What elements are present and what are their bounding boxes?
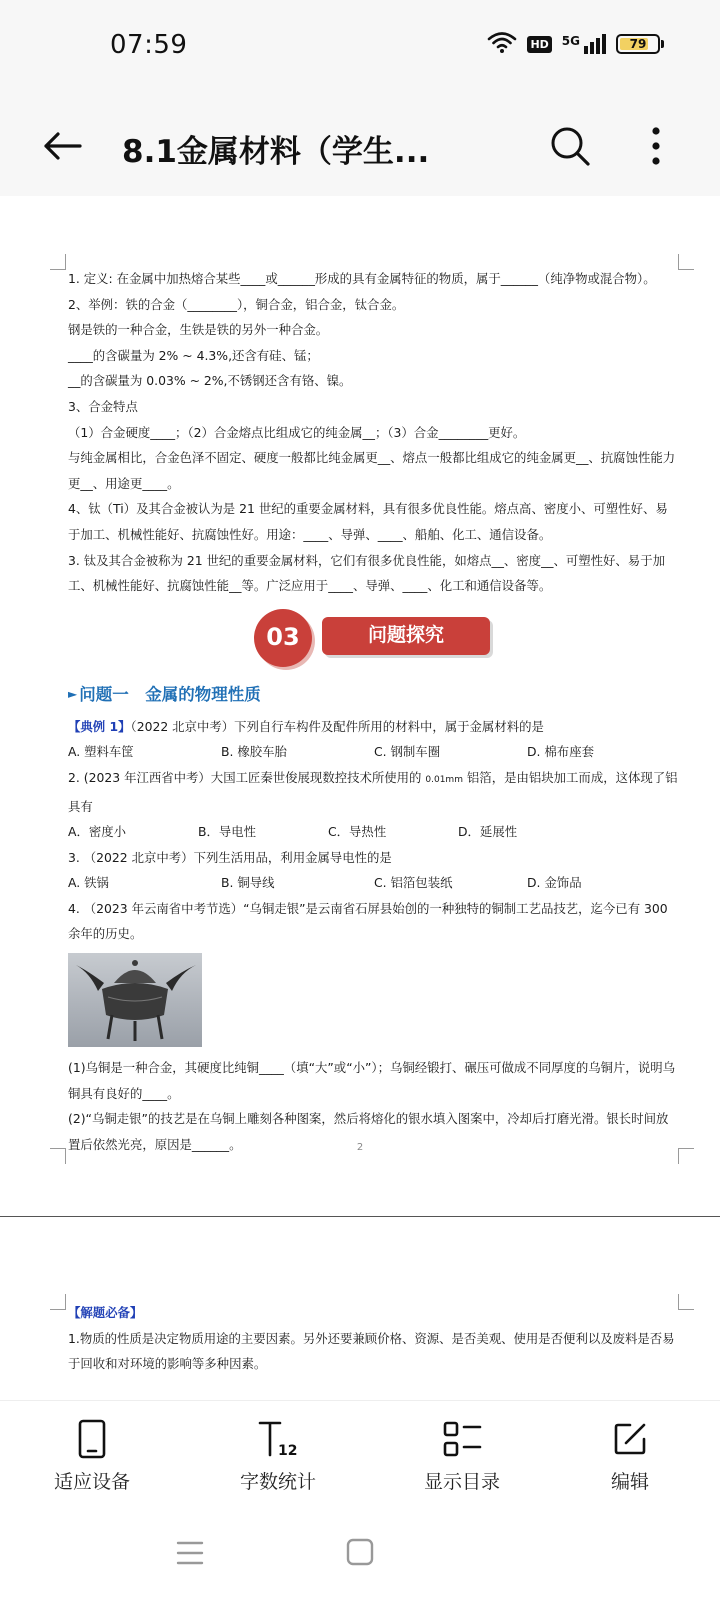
text-line: 钢是铁的一种合金，生铁是铁的另外一种合金。 bbox=[68, 322, 329, 338]
menu-nav-button[interactable] bbox=[176, 1540, 204, 1570]
option-b: B. 橡胶车胎 bbox=[221, 744, 287, 760]
page-divider bbox=[0, 1216, 720, 1217]
example-1 bbox=[68, 714, 680, 740]
option-d: D. 棉布座套 bbox=[527, 744, 594, 760]
more-vertical-icon bbox=[636, 124, 676, 168]
edit-button[interactable] bbox=[570, 1419, 690, 1494]
censer-photo bbox=[68, 953, 202, 1047]
option-a: A．密度小 bbox=[68, 824, 127, 840]
tip-tag: 【解题必备】 bbox=[68, 1305, 143, 1320]
option-c: C．导热性 bbox=[328, 824, 387, 840]
tip-text: 1.物质的性质是决定物质用途的主要因素。另外还要兼顾价格、资源、是否美观、使用是否便利以及废料是否易于回收和对环境的影响等多种因素。 bbox=[68, 1330, 675, 1372]
option-d: D．延展性 bbox=[458, 824, 518, 840]
search-icon bbox=[548, 124, 592, 168]
battery-icon bbox=[616, 34, 660, 54]
option-a: A. 塑料车筐 bbox=[68, 744, 134, 760]
option-d: D. 金饰品 bbox=[527, 875, 582, 891]
text-line: 2、举例：铁的合金（________），铜合金，铝合金，钛合金。 bbox=[68, 296, 405, 312]
options-row bbox=[68, 870, 680, 896]
text-line: 1. 定义: 在金属中加热熔合某些____或______形成的具有金属特征的物质，属于______（纯净物或混合物）。 bbox=[68, 271, 656, 286]
question-4: 4. （2023 年云南省中考节选）“乌铜走银”是云南省石屏县始创的一种独特的铜制工艺品技艺，迄今已有 300 余年的历史。 bbox=[68, 900, 668, 942]
text-line: 4、钛（Ti）及其合金被认为是 21 世纪的重要金属材料，具有很多优良性能。熔点高、密度小、可塑性好、易于加工、机械性能好、抗腐蚀性好。用途：____、导弹、____、船舶、化工、通信设备。 bbox=[68, 501, 668, 542]
show-outline-label: 显示目录 bbox=[423, 1471, 500, 1493]
options-row bbox=[68, 819, 680, 845]
section-label: 问题探究 bbox=[322, 617, 490, 655]
hd-icon: HD bbox=[527, 36, 551, 53]
phone-icon bbox=[72, 1419, 112, 1459]
battery-text: 79 bbox=[629, 37, 647, 51]
text-line: 3、合金特点 bbox=[68, 398, 138, 414]
example-tag: 【典例 1】 bbox=[68, 718, 131, 734]
question-4-sub-2: (2)“乌铜走银”的技艺是在乌铜上雕刻各种图案，然后将熔化的银水填入图案中，冷却后打磨光滑。银长时间放置后依然光亮，原因是______。 bbox=[68, 1111, 669, 1152]
home-nav-button[interactable] bbox=[346, 1538, 374, 1570]
system-navigation-bar bbox=[0, 1510, 720, 1600]
page-corner-mark bbox=[50, 254, 66, 270]
document-title: 8.1金属材料（学生... bbox=[122, 134, 430, 170]
edit-label: 编辑 bbox=[610, 1471, 649, 1493]
page-content bbox=[68, 266, 680, 1157]
page-number: 2 bbox=[356, 1142, 364, 1153]
show-outline-button[interactable] bbox=[402, 1419, 522, 1494]
option-a: A. 铁锅 bbox=[68, 875, 109, 891]
outline-icon bbox=[442, 1419, 482, 1459]
back-button[interactable] bbox=[40, 124, 84, 168]
fit-device-button[interactable] bbox=[32, 1419, 152, 1494]
section-banner bbox=[68, 609, 680, 669]
option-b: B. 铜导线 bbox=[221, 875, 275, 891]
q2-text: 2. (2023 年江西省中考）大国工匠秦世俊展现数控技术所使用的 bbox=[68, 769, 426, 785]
text-line: ____的含碳量为 2% ~ 4.3%,还含有硅、锰； bbox=[68, 347, 319, 363]
text-line: （1）合金硬度____；（2）合金熔点比组成它的纯金属__；（3）合金________更好。 bbox=[68, 424, 526, 440]
text-line: 与纯金属相比，合金色泽不固定、硬度一般都比纯金属更__、熔点一般都比组成它的纯金属更__、抗腐蚀性能力更__、用途更____。 bbox=[68, 450, 676, 491]
svg-text:12: 12 bbox=[278, 1443, 298, 1459]
word-count-label: 字数统计 bbox=[239, 1471, 316, 1493]
page-corner-mark bbox=[50, 1294, 66, 1310]
signal-icon bbox=[562, 34, 606, 54]
example-text: （2022 北京中考）下列自行车构件及配件所用的材料中，属于金属材料的是 bbox=[130, 718, 544, 734]
arrow-left-icon bbox=[42, 131, 82, 161]
bottom-toolbar bbox=[0, 1400, 720, 1510]
page-corner-mark bbox=[678, 1294, 694, 1310]
question-heading bbox=[68, 679, 680, 710]
more-options-button[interactable] bbox=[636, 124, 676, 168]
wifi-icon bbox=[487, 30, 517, 58]
network-type: 5G bbox=[561, 34, 580, 48]
word-count-button[interactable] bbox=[218, 1419, 338, 1494]
question-heading-text: 问题一 金属的物理性质 bbox=[79, 684, 261, 704]
section-number: 03 bbox=[254, 609, 312, 667]
home-square-icon bbox=[346, 1538, 374, 1566]
options-row bbox=[68, 739, 680, 765]
triangle-marker-icon: ► bbox=[68, 686, 78, 701]
question-2 bbox=[68, 765, 680, 819]
document-viewer[interactable] bbox=[0, 196, 720, 1400]
option-c: C. 铝箔包装纸 bbox=[374, 875, 453, 891]
q2-text-after: 铝箔，是由铝块加工而成，这体现了铝具有 bbox=[68, 769, 678, 814]
top-bar-area bbox=[0, 0, 720, 196]
status-time: 07:59 bbox=[110, 30, 188, 60]
edit-icon bbox=[610, 1419, 650, 1459]
page-2-content bbox=[68, 1300, 680, 1377]
option-b: B．导电性 bbox=[198, 824, 257, 840]
status-icons bbox=[487, 30, 664, 58]
text-line: 3. 钛及其合金被称为 21 世纪的重要金属材料，它们有很多优良性能，如熔点__、密度__、可塑性好、易于加工、机械性能好、抗腐蚀性能__等。广泛应用于____、导弹、____、化工和通信设备等。 bbox=[68, 552, 665, 594]
question-4-sub-1: (1)乌铜是一种合金，其硬度比纯铜____（填“大”或“小”）；乌铜经锻打、碾压可做成不同厚度的乌铜片，说明乌铜具有良好的____。 bbox=[68, 1060, 675, 1101]
page-corner-mark bbox=[678, 254, 694, 270]
word-count-icon bbox=[258, 1419, 298, 1459]
question-3: 3. （2022 北京中考）下列生活用品，利用金属导电性的是 bbox=[68, 849, 392, 865]
option-c: C. 钢制车圈 bbox=[374, 744, 441, 760]
search-button[interactable] bbox=[548, 124, 592, 168]
q2-unit: 0.01mm bbox=[425, 774, 463, 785]
menu-icon bbox=[176, 1540, 204, 1566]
fit-device-label: 适应设备 bbox=[53, 1471, 130, 1493]
text-line: __的含碳量为 0.03% ~ 2%,不锈钢还含有铬、镍。 bbox=[68, 373, 352, 389]
